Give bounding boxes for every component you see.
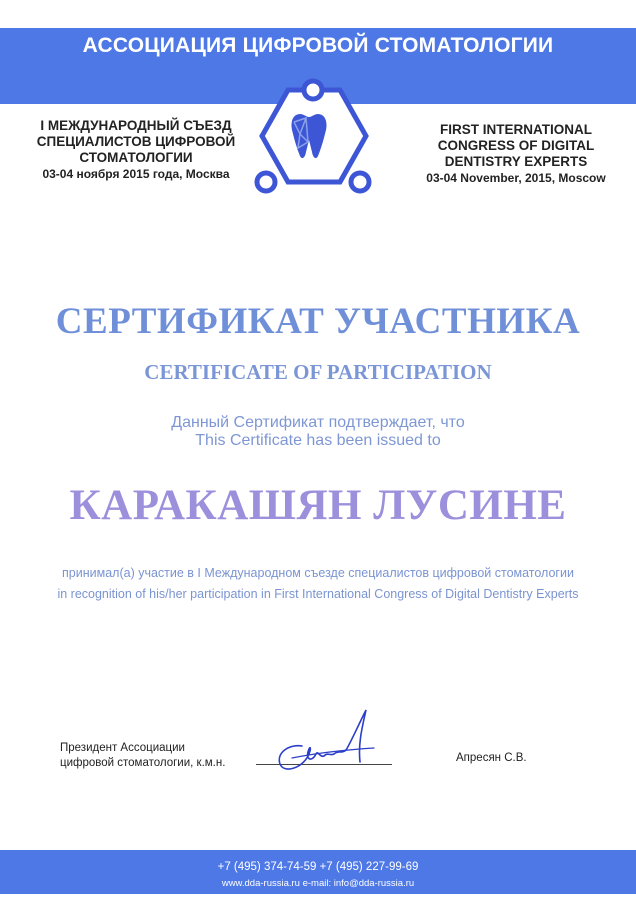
event-en-line1: FIRST INTERNATIONAL — [440, 122, 592, 137]
event-ru-date: 03-04 ноября 2015 года, Москва — [42, 167, 230, 181]
president-position — [60, 741, 260, 771]
event-en-line3: DENTISTRY EXPERTS — [444, 154, 588, 169]
event-name-en — [400, 122, 632, 186]
tooth-hexagon-logo-icon — [248, 72, 378, 202]
footer-contacts: www.dda-russia.ru e-mail: info@dda-russia.ru — [221, 878, 415, 889]
certificate-title-ru: СЕРТИФИКАТ УЧАСТНИКА — [55, 301, 581, 342]
issued-text-ru: Данный Сертификат подтверждает, что — [171, 414, 465, 431]
association-title: АССОЦИАЦИЯ ЦИФРОВОЙ СТОМАТОЛОГИИ — [82, 34, 554, 57]
footer-phones: +7 (495) 374-74-59 +7 (495) 227-99-69 — [217, 861, 419, 873]
participation-text-en: in recognition of his/her participation in First International Congress of Digital Dentistry Experts — [57, 587, 579, 601]
certificate-title-en: CERTIFICATE OF PARTICIPATION — [144, 360, 492, 384]
position-line2: цифровой стоматологии, к.м.н. — [60, 757, 226, 769]
signer-name: Апресян С.В. — [456, 752, 527, 764]
event-ru-line2: СПЕЦИАЛИСТОВ ЦИФРОВОЙ — [36, 134, 236, 149]
event-en-line2: CONGRESS OF DIGITAL — [437, 138, 595, 153]
event-ru-line3: СТОМАТОЛОГИИ — [79, 150, 193, 165]
event-ru-line1: I МЕЖДУНАРОДНЫЙ СЪЕЗД — [40, 118, 232, 133]
event-name-ru — [16, 118, 256, 182]
handwritten-signature-icon — [262, 700, 392, 780]
issued-text-en: This Certificate has been issued to — [195, 432, 441, 449]
participation-text-ru: принимал(а) участие в I Международном съезде специалистов цифровой стоматологии — [62, 566, 574, 580]
position-line1: Президент Ассоциации — [60, 742, 185, 754]
event-en-date: 03-04 November, 2015, Moscow — [426, 171, 606, 185]
recipient-name: КАРАКАШЯН ЛУСИНЕ — [69, 482, 567, 529]
